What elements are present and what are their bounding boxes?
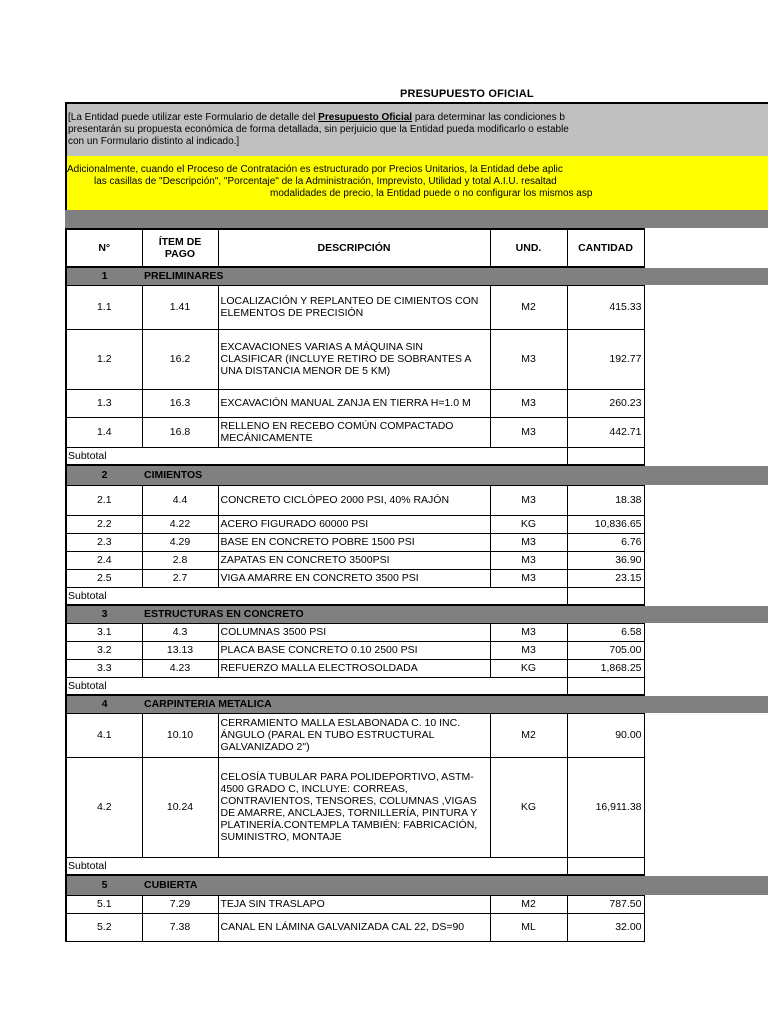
row-number: 3.1 — [66, 623, 142, 641]
unit-price-note — [65, 156, 768, 210]
row-unit: KG — [490, 515, 567, 533]
row-description: CERRAMIENTO MALLA ESLABONADA C. 10 INC. ÁNGULO (PARAL EN TUBO ESTRUCTURAL GALVANIZADO 2") — [218, 713, 490, 757]
row-item: 4.3 — [142, 623, 218, 641]
row-quantity: 787.50 — [567, 895, 644, 913]
subtotal-value — [567, 677, 644, 695]
row-description: COLUMNAS 3500 PSI — [218, 623, 490, 641]
row-empty — [644, 913, 768, 941]
row-number: 5.1 — [66, 895, 142, 913]
table-header — [66, 229, 768, 267]
row-item: 2.7 — [142, 569, 218, 587]
row-item: 16.8 — [142, 417, 218, 447]
row-quantity: 32.00 — [567, 913, 644, 941]
table-row — [66, 485, 768, 515]
section-number: 1 — [66, 267, 142, 285]
row-item: 16.3 — [142, 389, 218, 417]
instructions-highlight: Presupuesto Oficial — [318, 112, 413, 123]
row-unit: KG — [490, 659, 567, 677]
subtotal-label: Subtotal — [66, 677, 142, 695]
row-number: 3.2 — [66, 641, 142, 659]
row-number: 1.1 — [66, 285, 142, 329]
table-row — [66, 895, 768, 913]
row-unit: M3 — [490, 623, 567, 641]
budget-table — [65, 228, 768, 942]
table-row — [66, 623, 768, 641]
row-description: EXCAVACIONES VARIAS A MÁQUINA SIN CLASIFICAR (INCLUYE RETIRO DE SOBRANTES A UNA DISTANCIA MENOR DE 5 KM) — [218, 329, 490, 389]
row-empty — [644, 329, 768, 389]
table-row — [66, 533, 768, 551]
subtotal-spacer — [142, 677, 567, 695]
row-empty — [644, 533, 768, 551]
table-row — [66, 713, 768, 757]
header-quantity: CANTIDAD — [567, 229, 644, 267]
row-empty — [644, 641, 768, 659]
row-description: CONCRETO CICLÓPEO 2000 PSI, 40% RAJÓN — [218, 485, 490, 515]
row-item: 10.24 — [142, 757, 218, 857]
row-description: VIGA AMARRE EN CONCRETO 3500 PSI — [218, 569, 490, 587]
row-item: 2.8 — [142, 551, 218, 569]
instructions-line-1 — [68, 112, 768, 124]
header-no: N° — [66, 229, 142, 267]
subtotal-label: Subtotal — [66, 447, 142, 465]
row-unit: ML — [490, 913, 567, 941]
row-item: 4.29 — [142, 533, 218, 551]
section-name: ESTRUCTURAS EN CONCRETO — [142, 605, 768, 623]
header-empty — [644, 229, 768, 267]
section-number: 2 — [66, 465, 142, 485]
row-empty — [644, 417, 768, 447]
row-quantity: 90.00 — [567, 713, 644, 757]
row-quantity: 6.76 — [567, 533, 644, 551]
section-header — [66, 695, 768, 713]
section-header — [66, 605, 768, 623]
instructions-text: [La Entidad puede utilizar este Formulario de detalle del — [68, 112, 319, 123]
row-item: 10.10 — [142, 713, 218, 757]
unit-price-line-2: las casillas de "Descripción", "Porcentaje" de la Administración, Imprevisto, Utilidad y total A.I.U. resaltad — [94, 176, 557, 187]
row-item: 16.2 — [142, 329, 218, 389]
row-quantity: 260.23 — [567, 389, 644, 417]
row-number: 2.5 — [66, 569, 142, 587]
subtotal-empty — [644, 587, 768, 605]
table-row — [66, 389, 768, 417]
row-unit: M3 — [490, 569, 567, 587]
row-empty — [644, 713, 768, 757]
row-empty — [644, 485, 768, 515]
table-row — [66, 551, 768, 569]
row-number: 3.3 — [66, 659, 142, 677]
unit-price-line-1: Adicionalmente, cuando el Proceso de Contratación es estructurado por Precios Unitarios, la Entidad debe aplic — [67, 164, 563, 175]
instructions-line-3: con un Formulario distinto al indicado.] — [68, 136, 240, 147]
row-description: CELOSÍA TUBULAR PARA POLIDEPORTIVO, ASTM-4500 GRADO C, INCLUYE: CORREAS, CONTRAVIENTOS, TENSORES, COLUMNAS ,VIGAS DE AMARRE, ANCLAJES, TORNILLERÍA, PINTURA Y PLATINERÍA.CONTEMPLA TAMBIÉN: FABRICACIÓN, SUMINISTRO, MONTAJE — [218, 757, 490, 857]
row-item: 4.4 — [142, 485, 218, 515]
separator-band — [65, 210, 768, 228]
row-unit: M3 — [490, 533, 567, 551]
table-row — [66, 659, 768, 677]
row-item: 4.22 — [142, 515, 218, 533]
section-name: PRELIMINARES — [142, 267, 768, 285]
table-row — [66, 515, 768, 533]
subtotal-empty — [644, 677, 768, 695]
row-number: 2.3 — [66, 533, 142, 551]
row-number: 4.2 — [66, 757, 142, 857]
row-quantity: 442.71 — [567, 417, 644, 447]
row-number: 2.2 — [66, 515, 142, 533]
row-quantity: 23.15 — [567, 569, 644, 587]
row-empty — [644, 515, 768, 533]
row-number: 1.3 — [66, 389, 142, 417]
subtotal-row — [66, 857, 768, 875]
row-quantity: 705.00 — [567, 641, 644, 659]
row-description: PLACA BASE CONCRETO 0.10 2500 PSI — [218, 641, 490, 659]
table-row — [66, 285, 768, 329]
subtotal-empty — [644, 857, 768, 875]
budget-table-wrapper — [65, 228, 768, 942]
row-number: 2.4 — [66, 551, 142, 569]
row-unit: M3 — [490, 329, 567, 389]
subtotal-row — [66, 677, 768, 695]
instructions-note — [65, 102, 768, 156]
table-row — [66, 569, 768, 587]
section-number: 4 — [66, 695, 142, 713]
row-unit: M2 — [490, 713, 567, 757]
section-name: CARPINTERIA METALICA — [142, 695, 768, 713]
section-number: 5 — [66, 875, 142, 895]
section-number: 3 — [66, 605, 142, 623]
instructions-line-2: presentarán su propuesta económica de forma detallada, sin perjuicio que la Entidad pueda modificarlo o estable — [68, 124, 569, 135]
page-title: PRESUPUESTO OFICIAL — [400, 88, 534, 100]
row-description: ACERO FIGURADO 60000 PSI — [218, 515, 490, 533]
row-description: CANAL EN LÁMINA GALVANIZADA CAL 22, DS=90 — [218, 913, 490, 941]
row-number: 5.2 — [66, 913, 142, 941]
table-row — [66, 913, 768, 941]
subtotal-empty — [644, 447, 768, 465]
row-item: 7.29 — [142, 895, 218, 913]
subtotal-value — [567, 447, 644, 465]
row-item: 13.13 — [142, 641, 218, 659]
subtotal-row — [66, 447, 768, 465]
row-quantity: 18.38 — [567, 485, 644, 515]
instructions-text: para determinar las condiciones b — [412, 112, 565, 123]
row-description: TEJA SIN TRASLAPO — [218, 895, 490, 913]
section-header — [66, 267, 768, 285]
row-description: BASE EN CONCRETO POBRE 1500 PSI — [218, 533, 490, 551]
subtotal-label: Subtotal — [66, 857, 142, 875]
row-quantity: 36.90 — [567, 551, 644, 569]
subtotal-spacer — [142, 857, 567, 875]
subtotal-spacer — [142, 587, 567, 605]
row-unit: M3 — [490, 417, 567, 447]
row-quantity: 10,836.65 — [567, 515, 644, 533]
row-empty — [644, 551, 768, 569]
row-unit: M3 — [490, 551, 567, 569]
row-item: 7.38 — [142, 913, 218, 941]
row-empty — [644, 389, 768, 417]
subtotal-value — [567, 857, 644, 875]
row-unit: M3 — [490, 641, 567, 659]
row-quantity: 16,911.38 — [567, 757, 644, 857]
header-item: ÍTEM DE PAGO — [142, 229, 218, 267]
row-number: 1.4 — [66, 417, 142, 447]
header-description: DESCRIPCIÓN — [218, 229, 490, 267]
row-unit: M2 — [490, 895, 567, 913]
section-name: CUBIERTA — [142, 875, 768, 895]
subtotal-spacer — [142, 447, 567, 465]
row-quantity: 1,868.25 — [567, 659, 644, 677]
table-row — [66, 329, 768, 389]
row-unit: M2 — [490, 285, 567, 329]
row-empty — [644, 569, 768, 587]
row-empty — [644, 285, 768, 329]
row-quantity: 415.33 — [567, 285, 644, 329]
row-description: EXCAVACIÓN MANUAL ZANJA EN TIERRA H=1.0 M — [218, 389, 490, 417]
row-number: 4.1 — [66, 713, 142, 757]
row-empty — [644, 757, 768, 857]
row-item: 1.41 — [142, 285, 218, 329]
row-unit: M3 — [490, 485, 567, 515]
subtotal-row — [66, 587, 768, 605]
row-quantity: 6.58 — [567, 623, 644, 641]
subtotal-label: Subtotal — [66, 587, 142, 605]
row-description: LOCALIZACIÓN Y REPLANTEO DE CIMIENTOS CON ELEMENTOS DE PRECISIÓN — [218, 285, 490, 329]
subtotal-value — [567, 587, 644, 605]
row-empty — [644, 623, 768, 641]
row-number: 1.2 — [66, 329, 142, 389]
section-header — [66, 465, 768, 485]
section-header — [66, 875, 768, 895]
row-number: 2.1 — [66, 485, 142, 515]
row-description: RELLENO EN RECEBO COMÚN COMPACTADO MECÁNICAMENTE — [218, 417, 490, 447]
row-empty — [644, 895, 768, 913]
section-name: CIMIENTOS — [142, 465, 768, 485]
row-unit: KG — [490, 757, 567, 857]
row-item: 4.23 — [142, 659, 218, 677]
table-row — [66, 757, 768, 857]
row-quantity: 192.77 — [567, 329, 644, 389]
row-description: REFUERZO MALLA ELECTROSOLDADA — [218, 659, 490, 677]
header-unit: UND. — [490, 229, 567, 267]
row-description: ZAPATAS EN CONCRETO 3500PSI — [218, 551, 490, 569]
table-row — [66, 641, 768, 659]
unit-price-line-3: modalidades de precio, la Entidad puede o no configurar los mismos asp — [270, 188, 593, 199]
table-row — [66, 417, 768, 447]
row-unit: M3 — [490, 389, 567, 417]
row-empty — [644, 659, 768, 677]
